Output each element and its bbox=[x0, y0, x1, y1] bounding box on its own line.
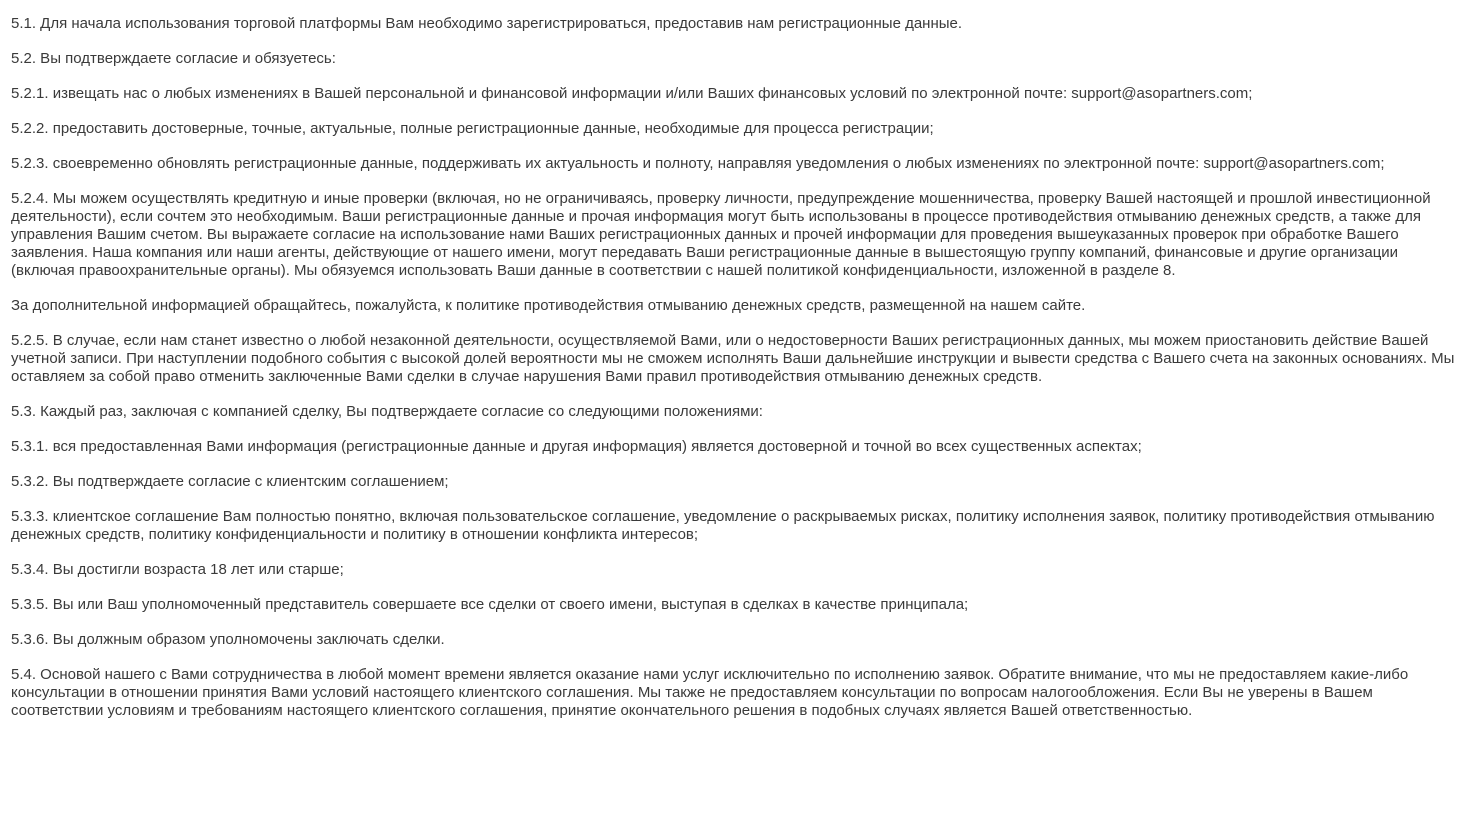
clause-5-2-2: 5.2.2. предоставить достоверные, точные, актуальные, полные регистрационные данные, необходимые для процесса регистрации; bbox=[11, 120, 934, 137]
clause-5-1: 5.1. Для начала использования торговой платформы Вам необходимо зарегистрироваться, предоставив нам регистрационные данные. bbox=[11, 15, 963, 32]
clause-5-2-5: 5.2.5. В случае, если нам станет известно о любой незаконной деятельности, осуществляемой Вами, или о недостоверности Ваших регистрационных данных, мы можем приостановить действие Вашей учетной записи. При наступлении подобного события с высокой долей вероятности мы не сможем исполнять Ваши дальнейшие инструкции и вывести средства с Вашего счета на законных основаниях. Мы оставляем за собой право отменить заключенные Вами сделки в случае нарушения Вами правил противодействия отмыванию денежных средств. bbox=[11, 332, 1455, 385]
clause-5-2-3: 5.2.3. своевременно обновлять регистрационные данные, поддерживать их актуальность и полноту, направляя уведомления о любых изменениях по электронной почте: support@asopartners.com; bbox=[11, 155, 1385, 172]
clause-5-3-4: 5.3.4. Вы достигли возраста 18 лет или старше; bbox=[11, 561, 344, 578]
clause-5-3: 5.3. Каждый раз, заключая с компанией сделку, Вы подтверждаете согласие со следующими положениями: bbox=[11, 403, 763, 420]
clause-5-3-6: 5.3.6. Вы должным образом уполномочены заключать сделки. bbox=[11, 631, 445, 648]
clause-5-3-2: 5.3.2. Вы подтверждаете согласие с клиентским соглашением; bbox=[11, 473, 449, 490]
clause-5-2-4: 5.2.4. Мы можем осуществлять кредитную и иные проверки (включая, но не ограничиваясь, проверку личности, предупреждение мошенничества, проверку Вашей настоящей и прошлой инвестиционной деятельности), если сочтем это необходимым. Ваши регистрационные данные и прочая информация могут быть использованы в процессе противодействия отмыванию денежных средств, а также для управления Вашим счетом. Вы выражаете согласие на использование нами Ваших регистрационных данных и прочей информации для проведения вышеуказанных проверок при обработке Вашего заявления. Наша компания или наши агенты, действующие от нашего имени, могут передавать Ваши регистрационные данные в вышестоящую группу компаний, финансовые и другие организации (включая правоохранительные органы). Мы обязуемся использовать Ваши данные в соответствии с нашей политикой конфиденциальности, изложенной в разделе 8. bbox=[11, 190, 1431, 279]
clause-5-2: 5.2. Вы подтверждаете согласие и обязуетесь: bbox=[11, 50, 336, 67]
clause-5-3-3: 5.3.3. клиентское соглашение Вам полностью понятно, включая пользовательское соглашение, уведомление о раскрываемых рисках, политику исполнения заявок, политику противодействия отмыванию денежных средств, политику конфиденциальности и политику в отношении конфликта интересов; bbox=[11, 508, 1435, 543]
aml-policy-note: За дополнительной информацией обращайтесь, пожалуйста, к политике противодействия отмыванию денежных средств, размещенной на нашем сайте. bbox=[11, 297, 1086, 314]
clause-5-4: 5.4. Основой нашего с Вами сотрудничества в любой момент времени является оказание нами услуг исключительно по исполнению заявок. Обратите внимание, что мы не предоставляем какие-либо консультации в отношении принятия Вами условий настоящего клиентского соглашения. Мы также не предоставляем консультации по вопросам налогообложения. Если Вы не уверены в Вашем соответствии условиям и требованиям настоящего клиентского соглашения, принятие окончательного решения в подобных случаях является Вашей ответственностью. bbox=[11, 666, 1409, 719]
clause-5-3-1: 5.3.1. вся предоставленная Вами информация (регистрационные данные и другая информация) является достоверной и точной во всех существенных аспектах; bbox=[11, 438, 1142, 455]
clause-5-3-5: 5.3.5. Вы или Ваш уполномоченный представитель совершаете все сделки от своего имени, выступая в сделках в качестве принципала; bbox=[11, 596, 969, 613]
clause-5-2-1: 5.2.1. извещать нас о любых изменениях в Вашей персональной и финансовой информации и/или Ваших финансовых условий по электронной почте: support@asopartners.com; bbox=[11, 85, 1253, 102]
